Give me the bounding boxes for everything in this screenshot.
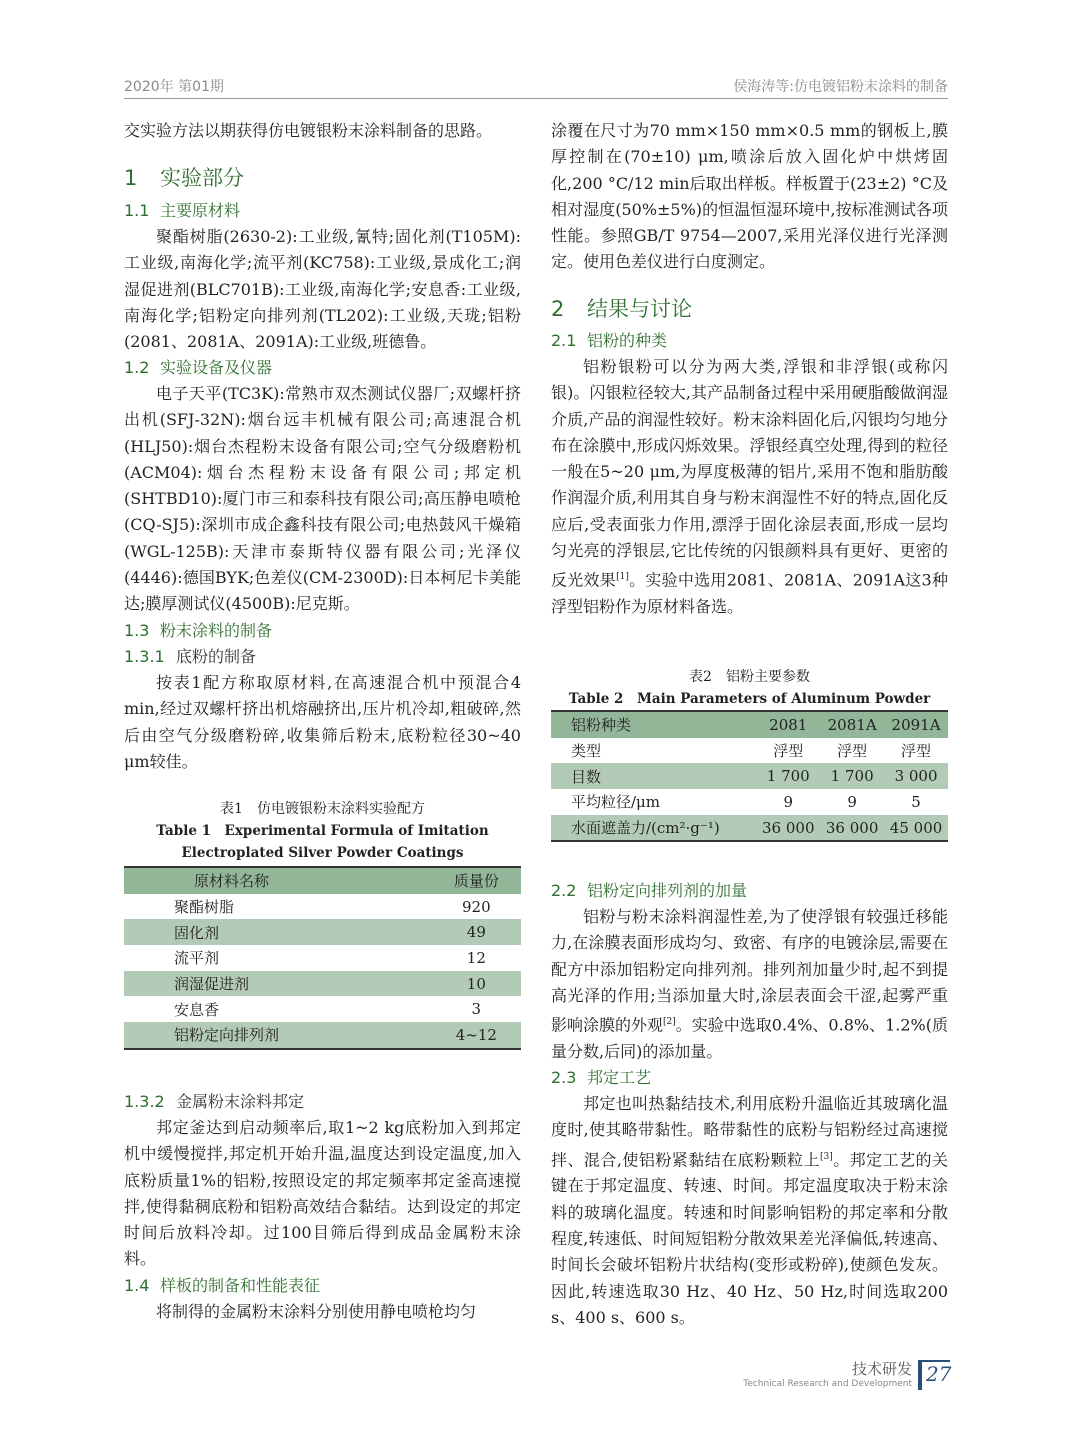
section-number: 1 bbox=[124, 166, 138, 190]
footer-section-cn: 技术研发 bbox=[851, 1360, 912, 1378]
table-header-row bbox=[551, 711, 948, 738]
footer-section-en: Technical Research and Development bbox=[743, 1379, 912, 1389]
cell: 润湿促进剂 bbox=[174, 975, 250, 994]
section-1-heading bbox=[124, 163, 521, 193]
table-row bbox=[124, 971, 521, 997]
text: 铝粉与粉末涂料润湿性差,为了使浮银有较强迁移能力,在涂膜表面形成均匀、致密、有序的电镀涂层,需要在配方中添加铝粉定向排列剂。排列剂加量少时,起不到提高光泽的作用;当添加量大时,涂层表面会干涩,起雾严重影响涂膜的外观 bbox=[551, 907, 948, 1035]
table-row bbox=[551, 738, 948, 764]
table-caption-en: Table 1 Experimental Formula of Imitation Electroplated Silver Powder Coatings bbox=[156, 823, 489, 861]
cell: 4~12 bbox=[455, 1025, 497, 1044]
cell: 36 000 bbox=[762, 818, 815, 837]
cell: 10 bbox=[466, 974, 486, 993]
page-number: 27 bbox=[926, 1362, 952, 1386]
cell: 平均粒径/μm bbox=[571, 793, 661, 812]
citation[interactable]: [1] bbox=[616, 572, 629, 583]
header-cell: 2081A bbox=[827, 715, 877, 734]
table-row bbox=[551, 763, 948, 789]
running-title: 侯海涛等:仿电镀铝粉末涂料的制备 bbox=[733, 79, 948, 95]
cell: 36 000 bbox=[825, 818, 879, 837]
section-number: 1.2 bbox=[124, 358, 150, 377]
table-row bbox=[124, 1022, 521, 1049]
section-number: 1.4 bbox=[124, 1275, 150, 1295]
section-number: 2.3 bbox=[551, 1068, 577, 1088]
paragraph: 涂覆在尺寸为70 mm×150 mm×0.5 mm的钢板上,膜厚控制在(70±10) μm,喷涂后放入固化炉中烘烤固化,200 °C/12 min后取出样板。样板置于(23±2) °C及相对湿度(50%±5%)的恒温恒湿环境中,按标准测试各项性能。参照GB/T 9754—2007,采用光泽仪进行光泽测定。使用色差仪进行白度测定。 bbox=[551, 121, 948, 272]
section-2-1 bbox=[551, 328, 948, 620]
cell: 浮型 bbox=[773, 742, 804, 761]
section-number: 2.1 bbox=[551, 331, 577, 350]
section-title: 结果与讨论 bbox=[587, 297, 692, 321]
table-header-row bbox=[124, 867, 521, 894]
section-title: 实验部分 bbox=[160, 166, 244, 190]
table-2 bbox=[551, 666, 948, 842]
cell: 3 000 bbox=[894, 767, 938, 786]
text: 。实验中选用2081、2081A、2091A这3种浮型铝粉作为原材料备选。 bbox=[551, 570, 948, 616]
cell: 920 bbox=[462, 897, 491, 916]
header-cell: 原材料名称 bbox=[194, 872, 270, 891]
section-1-2 bbox=[124, 355, 521, 618]
cell: 1 700 bbox=[830, 767, 874, 786]
citation[interactable]: [2] bbox=[663, 1017, 676, 1028]
section-title: 铝粉的种类 bbox=[587, 331, 668, 350]
paragraph bbox=[551, 904, 948, 1065]
cell: 49 bbox=[466, 923, 486, 942]
cell: 铝粉定向排列剂 bbox=[174, 1026, 280, 1045]
paragraph: 聚酯树脂(2630-2):工业级,氰特;固化剂(T105M):工业级,南海化学;流平剂(KC758):工业级,景成化工;润湿促进剂(BLC701B):工业级,南海化学;安息香:工业级,南海化学;铝粉定向排列剂(TL202):工业级,天珑;铝粉(2081、2081A、2091A):工业级,班德鲁。 bbox=[124, 227, 521, 352]
citation[interactable]: [3] bbox=[819, 1151, 833, 1162]
section-title: 铝粉定向排列剂的加量 bbox=[587, 881, 748, 900]
table-row bbox=[124, 894, 521, 920]
text: 邦定也叫热黏结技术,利用底粉升温临近其玻璃化温度时,使其略带黏性。略带黏性的底粉与铝粉经过高速搅拌、混合,使铝粉紧黏结在底粉颗粒上 bbox=[551, 1094, 948, 1170]
cell: 安息香 bbox=[174, 1000, 220, 1019]
section-2-2 bbox=[551, 878, 948, 1331]
cell: 1 700 bbox=[766, 767, 810, 786]
header-cell: 2081 bbox=[769, 715, 808, 734]
cell: 浮型 bbox=[901, 742, 932, 761]
cell: 目数 bbox=[571, 767, 602, 786]
section-number: 1.1 bbox=[124, 201, 150, 220]
header-cell: 2091A bbox=[891, 715, 941, 734]
cell: 类型 bbox=[571, 742, 602, 761]
paragraph: 邦定釜达到启动频率后,取1~2 kg底粉加入到邦定机中缓慢搅拌,邦定机开始升温,温度达到设定温度,加入底粉质量1%的铝粉,按照设定的邦定频率邦定釜高速搅拌,使得黏稠底粉和铝粉高效结合黏结。达到设定的邦定时间后放料冷却。过100目筛后得到成品金属粉末涂料。 bbox=[124, 1118, 521, 1269]
section-1-3-2 bbox=[124, 1089, 521, 1325]
section-1-3 bbox=[124, 618, 521, 775]
section-title: 邦定工艺 bbox=[587, 1068, 652, 1088]
cell: 9 bbox=[847, 792, 857, 811]
table-caption-cn: 表2 铝粉主要参数 bbox=[689, 669, 810, 685]
cell: 9 bbox=[783, 792, 794, 811]
section-title: 实验设备及仪器 bbox=[160, 358, 273, 377]
section-2-heading bbox=[551, 294, 948, 324]
section-number: 1.3.1 bbox=[124, 647, 165, 666]
table-1 bbox=[124, 798, 521, 1050]
table-row bbox=[124, 945, 521, 971]
paragraph: 将制得的金属粉末涂料分别使用静电喷枪均匀 bbox=[156, 1301, 477, 1321]
page-number-bar bbox=[918, 1360, 922, 1390]
section-number: 1.3.2 bbox=[124, 1092, 165, 1111]
text: 。实验中选取0.4%、0.8%、1.2%(质量分数,后同)的添加量。 bbox=[551, 1015, 948, 1061]
paragraph: 按表1配方称取原材料,在高速混合机中预混合4 min,经过双螺杆挤出机熔融挤出,压片机冷却,粗破碎,然后由空气分级磨粉碎,收集筛后粉末,底粉粒径30~40 μm较佳。 bbox=[124, 673, 521, 771]
section-title: 底粉的制备 bbox=[176, 647, 257, 666]
section-number: 1.3 bbox=[124, 621, 150, 640]
table-row bbox=[124, 919, 521, 945]
cell: 12 bbox=[466, 948, 486, 967]
header-rule bbox=[124, 98, 948, 99]
intro-text: 交实验方法以期获得仿电镀银粉末涂料制备的思路。 bbox=[124, 121, 493, 140]
cell: 固化剂 bbox=[174, 923, 220, 942]
table-row bbox=[551, 789, 948, 815]
cell: 聚酯树脂 bbox=[174, 898, 235, 917]
table-row bbox=[551, 815, 948, 842]
header-cell: 质量份 bbox=[453, 872, 499, 891]
table-caption-cn: 表1 仿电镀银粉末涂料实验配方 bbox=[220, 801, 425, 817]
section-title: 主要原材料 bbox=[160, 201, 241, 220]
table-caption-en: Table 2 Main Parameters of Aluminum Powder bbox=[568, 691, 931, 707]
section-title: 粉末涂料的制备 bbox=[160, 621, 273, 640]
paragraph: 电子天平(TC3K):常熟市双杰测试仪器厂;双螺杆挤出机(SFJ-32N):烟台远丰机械有限公司;高速混合机(HLJ50):烟台杰程粉末设备有限公司;空气分级磨粉机(ACM04):烟台杰程粉末设备有限公司;邦定机(SHTBD10):厦门市三和泰科技有限公司;高压静电喷枪(CQ-SJ5):深圳市成企鑫科技有限公司;电热鼓风干燥箱(WGL-125B):天津市泰斯特仪器有限公司;光泽仪(4446):德国BYK;色差仪(CM-2300D):日本柯尼卡美能达;膜厚测试仪(4500B):尼克斯。 bbox=[124, 384, 521, 614]
journal-issue: 2020年 第01期 bbox=[124, 79, 224, 95]
left-column bbox=[124, 118, 521, 144]
header-cell: 铝粉种类 bbox=[571, 716, 632, 735]
section-1-1 bbox=[124, 198, 521, 355]
right-column-continuation bbox=[551, 118, 948, 276]
section-title: 金属粉末涂料邦定 bbox=[176, 1092, 305, 1111]
paragraph bbox=[551, 354, 948, 620]
text: 。邦定工艺的关键在于邦定温度、转速、时间。邦定温度取决于粉末涂料的玻璃化温度。转速和时间影响铝粉的邦定率和分散程度,转速低、时间短铝粉分散效果差光泽偏低,转速高、时间长会破坏铝粉片状结构(变形或粉碎),使颜色发灰。因此,转速选取30 Hz、40 Hz、50 Hz,时间选取200 s、400 s、600 s。 bbox=[551, 1150, 948, 1327]
table-row bbox=[124, 996, 521, 1022]
section-title: 样板的制备和性能表征 bbox=[160, 1275, 321, 1295]
cell: 浮型 bbox=[837, 742, 868, 761]
text: 铝粉银粉可以分为两大类,浮银和非浮银(或称闪银)。闪银粒径较大,其产品制备过程中采用硬脂酸做润湿介质,产品的润湿性较好。粉末涂料固化后,闪银均匀地分布在涂膜中,形成闪烁效果。浮银经真空处理,得到的粒径一般在5~20 μm,为厚度极薄的铝片,采用不饱和脂肪酸作润湿介质,利用其自身与粉末润湿性不好的特点,固化反应后,受表面张力作用,漂浮于固化涂层表面,形成一层均匀光亮的浮银层,它比传统的闪银颜料具有更好、更密的反光效果 bbox=[551, 357, 948, 590]
cell: 45 000 bbox=[889, 818, 943, 837]
section-number: 2 bbox=[551, 297, 565, 321]
cell: 流平剂 bbox=[174, 949, 220, 968]
cell: 3 bbox=[471, 1000, 482, 1019]
paragraph bbox=[551, 1091, 948, 1331]
cell: 水面遮盖力/(cm²·g⁻¹) bbox=[571, 819, 720, 838]
cell: 5 bbox=[911, 792, 921, 811]
section-number: 2.2 bbox=[551, 881, 577, 900]
